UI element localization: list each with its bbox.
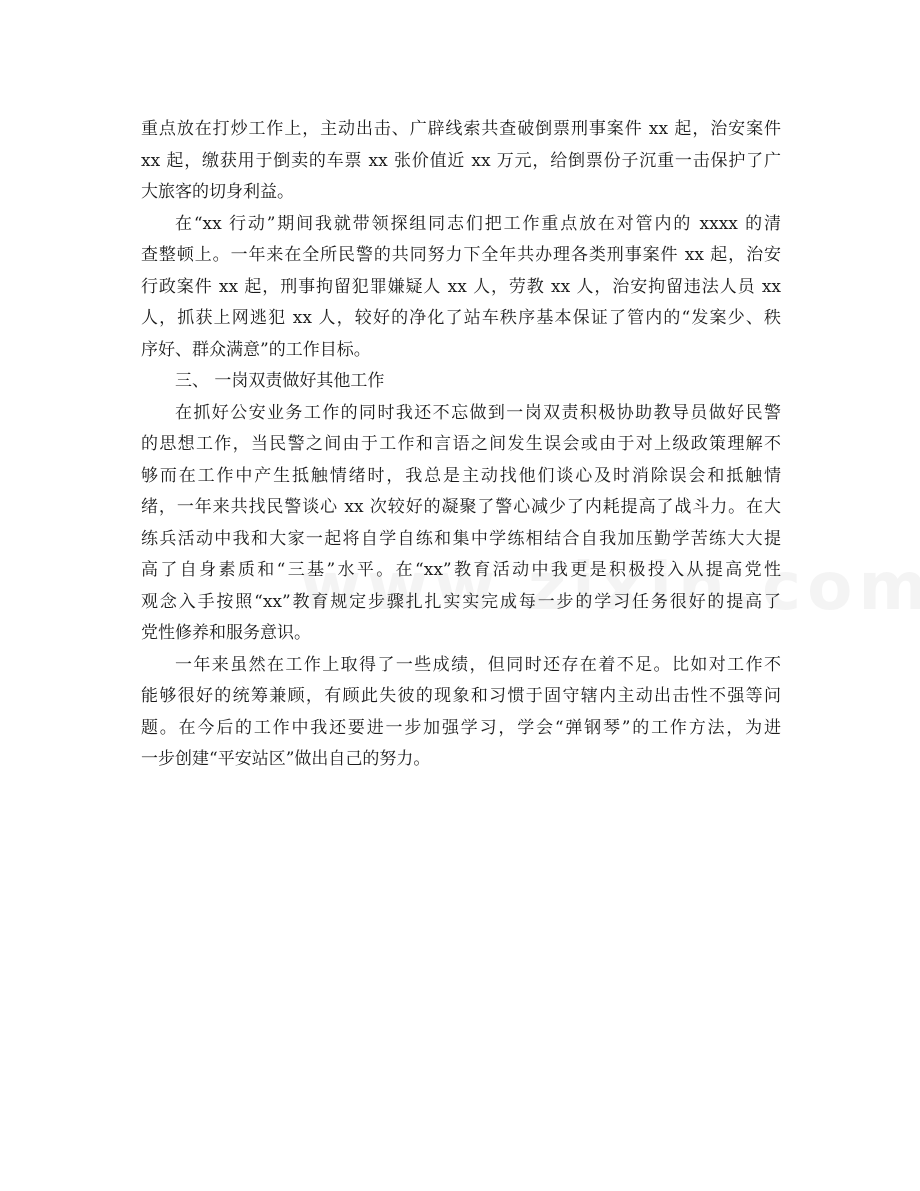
document-body <box>141 114 781 776</box>
text-line: 观念入手按照“xx”教育规定步骤扎扎实实完成每一步的学习任务很好的提高了 <box>141 591 781 612</box>
text-line: 党性修养和服务意识。 <box>141 623 311 643</box>
section-heading <box>141 366 781 398</box>
text-line: 题。在今后的工作中我还要进一步加强学习，学会“弹钢琴”的工作方法，为进 <box>141 717 781 738</box>
text-line: 的思想工作，当民警之间由于工作和言语之间发生误会或由于对上级政策理解不 <box>141 434 781 454</box>
text-line: 重点放在打炒工作上，主动出击、广辟线索共查破倒票刑事案件 xx 起，治安案件 <box>141 119 781 139</box>
text-line: 查整顿上。一年来在全所民警的共同努力下全年共办理各类刑事案件 xx 起，治安 <box>141 245 781 265</box>
paragraph-4 <box>141 650 781 776</box>
text-line: 在“xx 行动”期间我就带领探组同志们把工作重点放在对管内的 xxxx 的清 <box>175 213 781 234</box>
paragraph-2 <box>141 209 781 367</box>
section-heading-text: 三、 一岗双责做好其他工作 <box>175 371 385 391</box>
text-line: 在抓好公安业务工作的同时我还不忘做到一岗双责积极协助教导员做好民警 <box>175 402 781 423</box>
text-line: 行政案件 xx 起，刑事拘留犯罪嫌疑人 xx 人，劳教 xx 人，治安拘留违法人员 xx <box>141 276 781 297</box>
text-line: 序好、群众满意”的工作目标。 <box>141 339 371 360</box>
text-line: 大旅客的切身利益。 <box>141 182 294 202</box>
text-line: 一年来虽然在工作上取得了一些成绩，但同时还存在着不足。比如对工作不 <box>175 654 781 675</box>
paragraph-1 <box>141 114 781 209</box>
text-line: 高了自身素质和“三基”水平。在“xx”教育活动中我更是积极投入从提高党性 <box>141 560 781 580</box>
text-line: 够而在工作中产生抵触情绪时，我总是主动找他们谈心及时消除误会和抵触情 <box>141 465 781 486</box>
text-line: 人，抓获上网逃犯 xx 人，较好的净化了站车秩序基本保证了管内的“发案少、秩 <box>141 308 781 328</box>
text-line: 练兵活动中我和大家一起将自学自练和集中学练相结合自我加压勤学苦练大大提 <box>141 528 781 549</box>
text-line: 能够很好的统筹兼顾，有顾此失彼的现象和习惯于固守辖内主动出击性不强等问 <box>141 686 781 706</box>
text-line: 一步创建“平安站区”做出自己的努力。 <box>141 749 431 769</box>
text-line: 绪，一年来共找民警谈心 xx 次较好的凝聚了警心减少了内耗提高了战斗力。在大 <box>141 497 781 517</box>
text-line: xx 起，缴获用于倒卖的车票 xx 张价值近 xx 万元，给倒票份子沉重一击保护了广 <box>141 150 781 171</box>
paragraph-3 <box>141 398 781 650</box>
